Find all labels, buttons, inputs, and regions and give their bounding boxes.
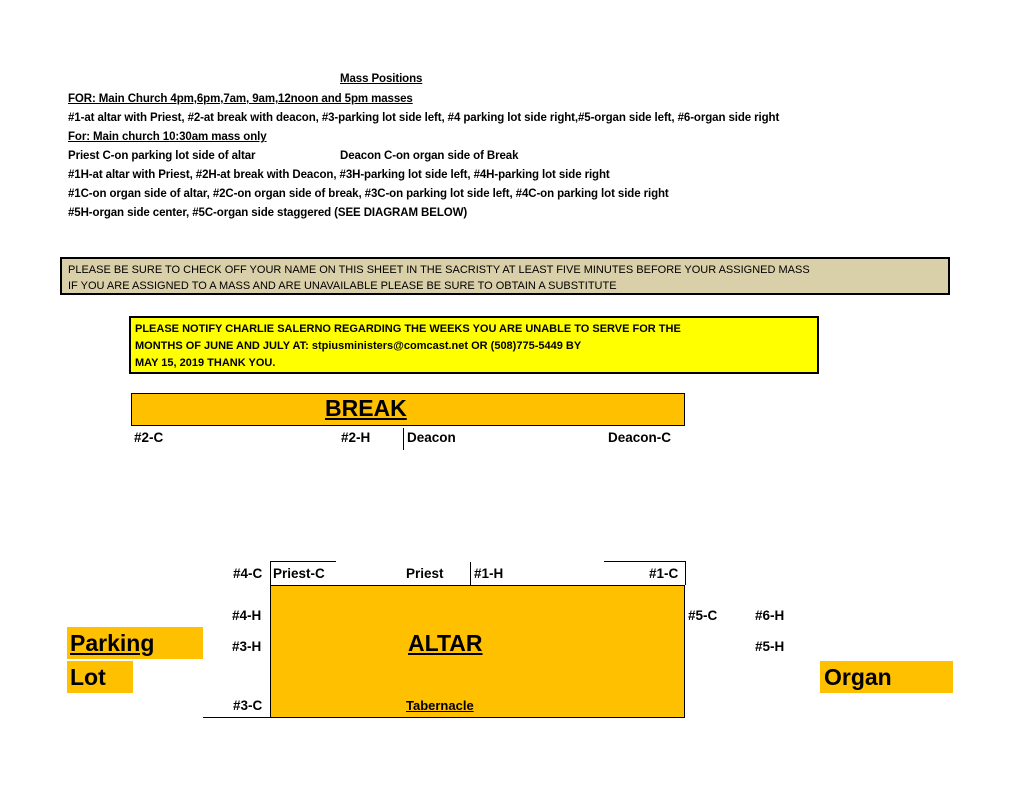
contact-line-1: PLEASE NOTIFY CHARLIE SALERNO REGARDING THE WEEKS YOU ARE UNABLE TO SERVE FOR THE <box>135 323 681 335</box>
tabernacle-label: Tabernacle <box>406 698 474 713</box>
h-positions-note: #1H-at altar with Priest, #2H-at break with Deacon, #3H-parking lot side left, #4H-parking lot side right <box>68 169 610 181</box>
parking-lot-label: Parking <box>70 630 155 656</box>
position-2h: #2-H <box>341 430 371 445</box>
main-church-positions: #1-at altar with Priest, #2-at break with deacon, #3-parking lot side left, #4 parking lot side right,#5-organ side left, #6-organ side right <box>68 112 780 124</box>
altar-label: ALTAR <box>408 630 483 656</box>
contact-notice <box>129 316 819 374</box>
position-2c: #2-C <box>134 430 164 445</box>
organ-side-note: #5H-organ side center, #5C-organ side staggered (SEE DIAGRAM BELOW) <box>68 207 468 219</box>
position-deacon-c: Deacon-C <box>608 430 672 445</box>
priest-c-divider <box>270 562 271 585</box>
position-5h: #5-H <box>755 639 785 654</box>
break-divider <box>403 428 404 450</box>
notice-line-1: PLEASE BE SURE TO CHECK OFF YOUR NAME ON THIS SHEET IN THE SACRISTY AT LEAST FIVE MINUTES BEFORE YOUR ASSIGNED MASS <box>68 264 810 276</box>
break-label: BREAK <box>325 395 407 421</box>
position-3c: #3-C <box>233 698 263 713</box>
contact-line-2: MONTHS OF JUNE AND JULY AT: stpiusministers@comcast.net OR (508)775-5449 BY <box>135 340 582 352</box>
position-5c: #5-C <box>688 608 718 623</box>
late-mass-heading: For: Main church 10:30am mass only <box>68 131 267 143</box>
priest-c-rule <box>270 561 336 562</box>
priest-c-note: Priest C-on parking lot side of altar <box>68 150 256 162</box>
position-1h: #1-H <box>474 566 504 581</box>
position-1h-divider <box>470 562 471 585</box>
position-3h: #3-H <box>232 639 262 654</box>
notice-line-2: IF YOU ARE ASSIGNED TO A MASS AND ARE UNAVAILABLE PLEASE BE SURE TO OBTAIN A SUBSTITUTE <box>68 280 617 292</box>
position-6h: #6-H <box>755 608 785 623</box>
deacon-c-note: Deacon C-on organ side of Break <box>340 150 519 162</box>
position-1c: #1-C <box>649 566 679 581</box>
position-3c-rule <box>203 717 270 718</box>
position-1c-rule <box>604 561 686 562</box>
position-1c-divider <box>685 562 686 585</box>
contact-line-3: MAY 15, 2019 THANK YOU. <box>135 357 276 369</box>
page-title: Mass Positions <box>340 73 423 85</box>
position-priest: Priest <box>406 566 444 581</box>
c-positions-note: #1C-on organ side of altar, #2C-on organ side of break, #3C-on parking lot side left, #4C-on parking lot side right <box>68 188 669 200</box>
main-church-heading: FOR: Main Church 4pm,6pm,7am, 9am,12noon and 5pm masses <box>68 93 413 105</box>
lot-label: Lot <box>70 664 106 690</box>
organ-label: Organ <box>824 664 892 690</box>
position-priest-c: Priest-C <box>273 566 325 581</box>
position-deacon: Deacon <box>407 430 456 445</box>
sign-in-notice <box>60 257 950 295</box>
position-4c: #4-C <box>233 566 263 581</box>
break-box <box>131 393 685 426</box>
position-4h: #4-H <box>232 608 262 623</box>
